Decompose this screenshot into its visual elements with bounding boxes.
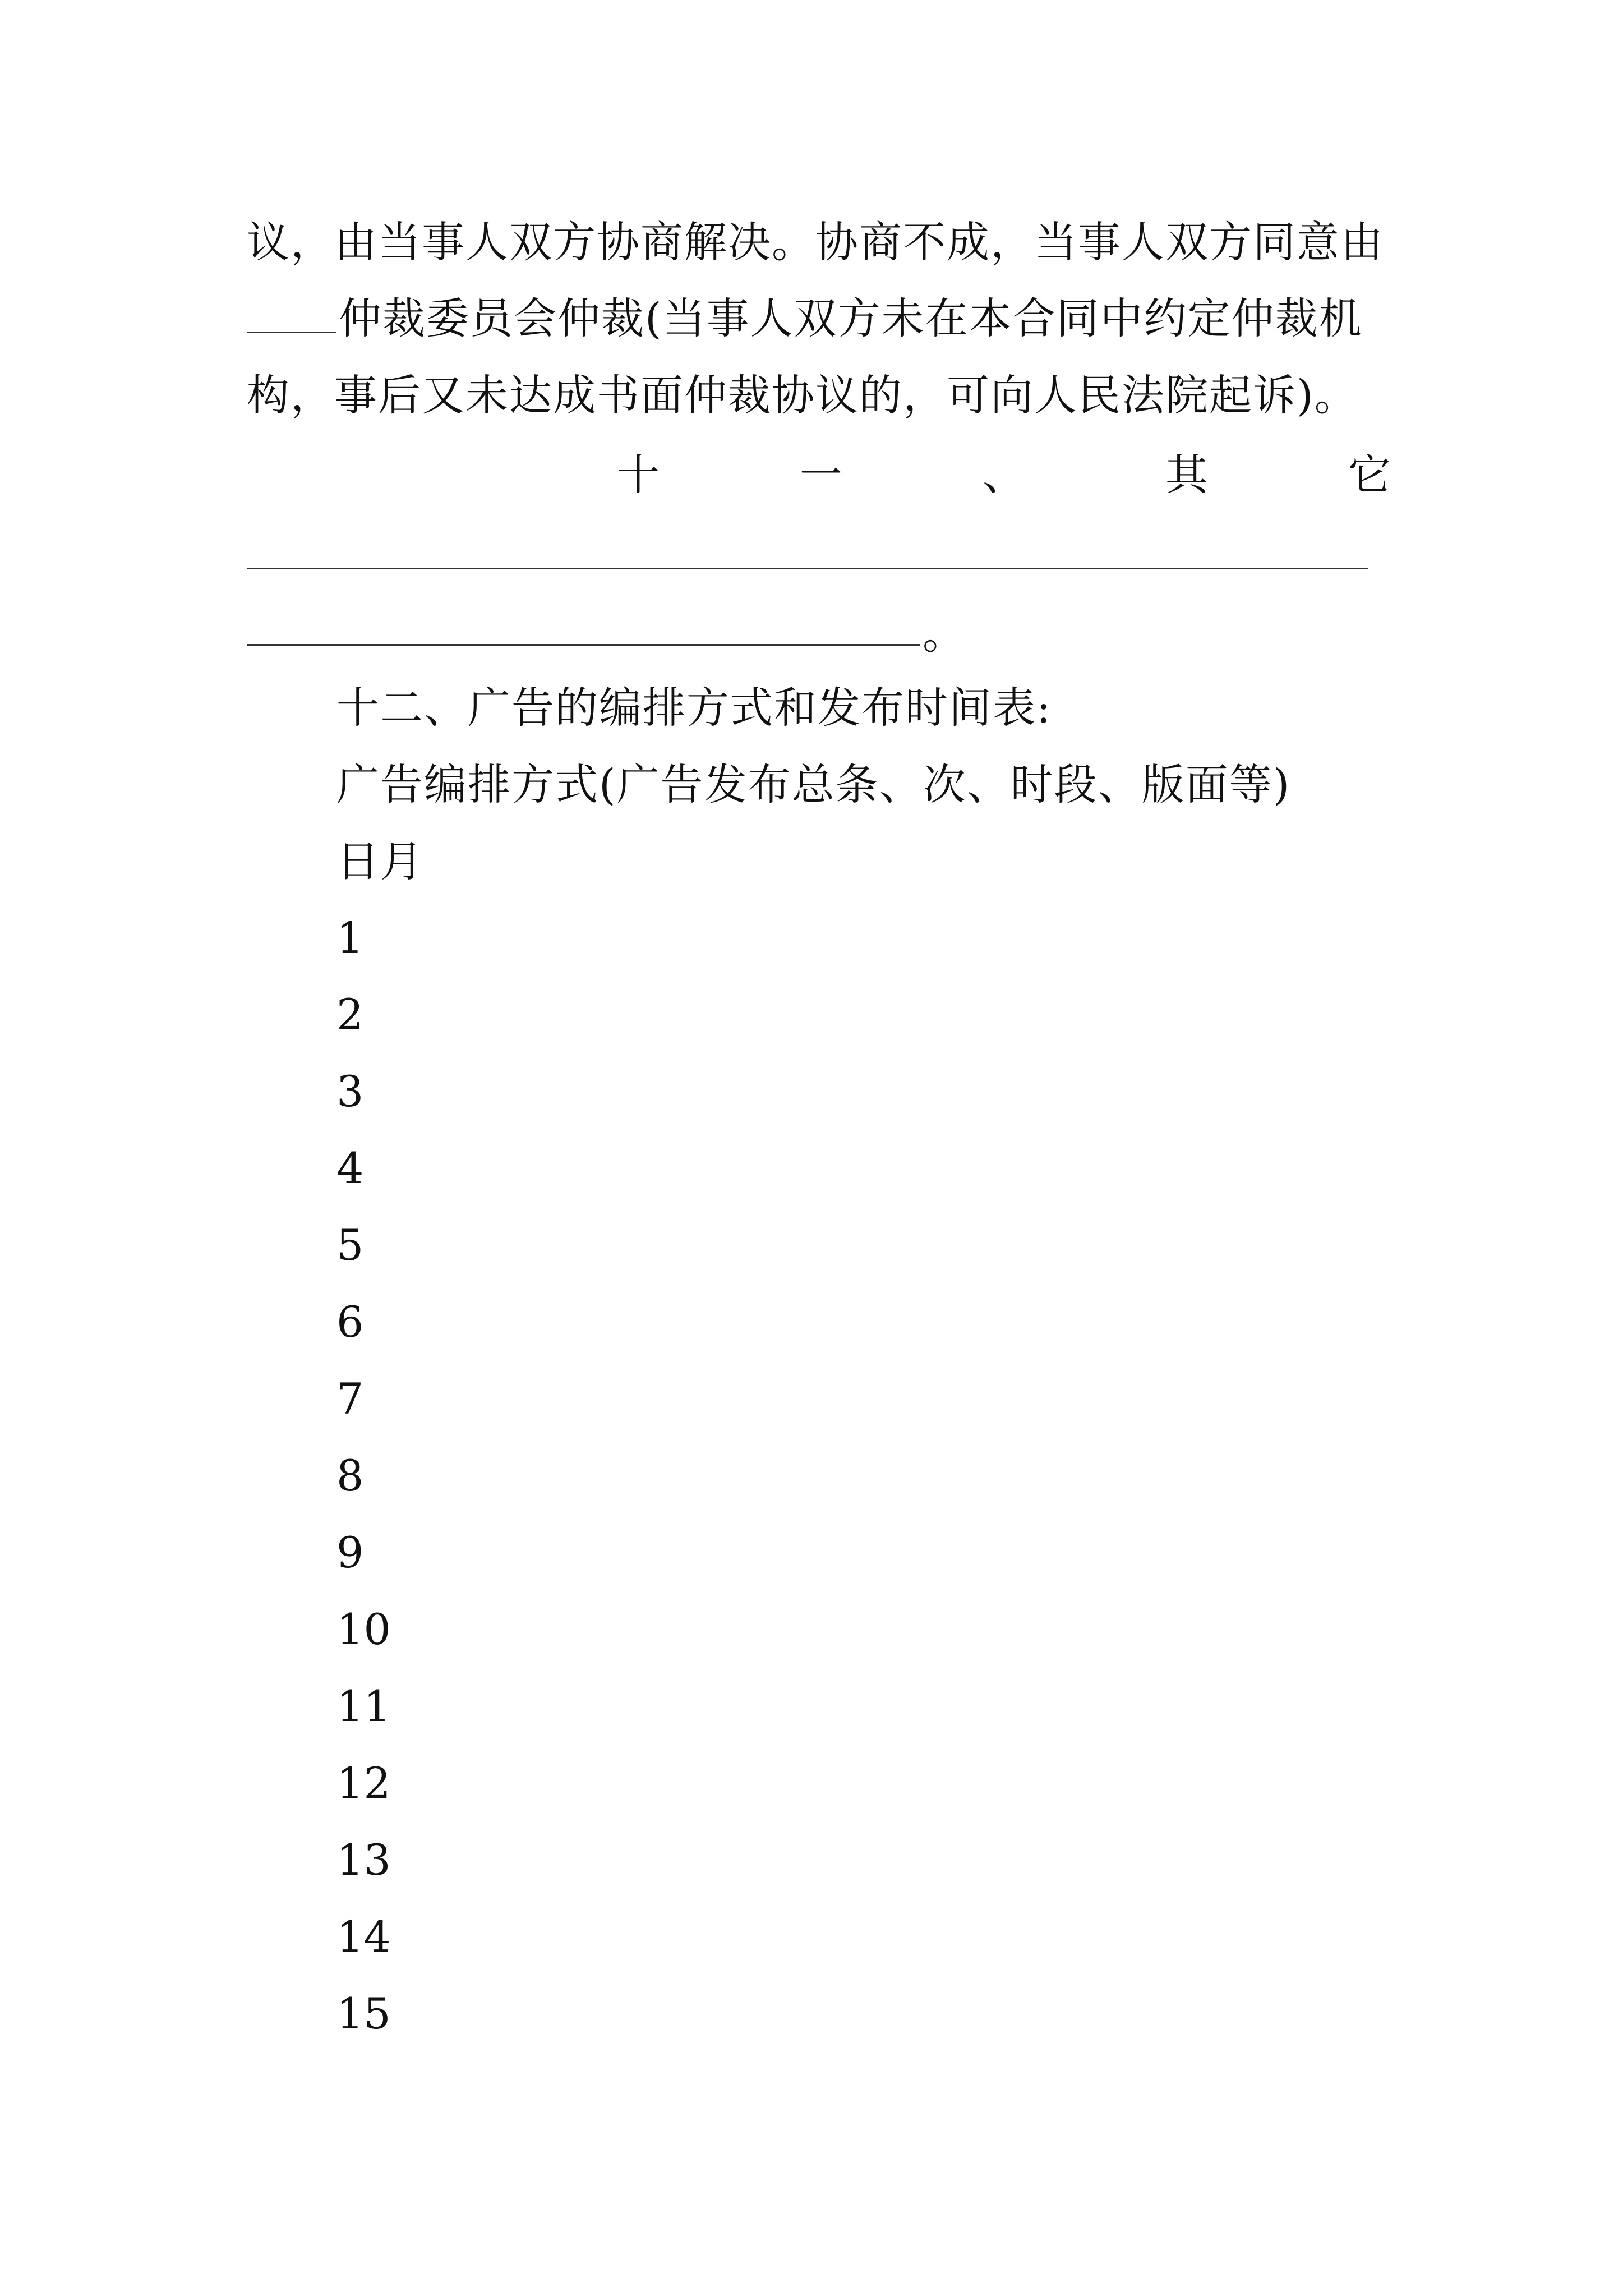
day-number: 15 [336, 1989, 391, 2039]
fill-in-rule-1 [247, 568, 1368, 569]
day-number: 2 [336, 990, 364, 1039]
day-number: 4 [336, 1143, 364, 1193]
section-11-end-mark: 。 [923, 609, 965, 659]
day-number: 11 [336, 1681, 391, 1731]
day-number: 5 [336, 1220, 364, 1270]
day-number: 6 [336, 1297, 364, 1347]
day-number: 9 [336, 1527, 364, 1577]
day-number: 13 [336, 1835, 391, 1885]
fill-in-rule-2 [247, 644, 920, 646]
section-11-char: 、 [983, 450, 1025, 500]
section-11-char: 其 [1165, 450, 1208, 500]
day-number: 3 [336, 1066, 364, 1116]
day-number: 8 [336, 1451, 364, 1501]
date-label: 日月 [336, 836, 424, 886]
day-number: 12 [336, 1758, 391, 1808]
clause-text-line-2-text: 仲裁委员会仲裁(当事人双方未在本合同中约定仲裁机 [339, 293, 1363, 343]
section-12-subheading: 广告编排方式(广告发布总条、次、时段、版面等) [336, 760, 1291, 809]
day-number: 14 [336, 1912, 391, 1962]
clause-text-line-3: 构，事后又未达成书面仲裁协议的，可向人民法院起诉)。 [247, 370, 1358, 420]
day-number: 1 [336, 913, 364, 963]
clause-text-line-2 [247, 291, 1363, 347]
clause-text-line-1: 议，由当事人双方协商解决。协商不成，当事人双方同意由 [247, 217, 1384, 267]
section-12-heading: 十二、广告的编排方式和发布时间表: [336, 683, 1052, 733]
section-11-char: 它 [1348, 450, 1391, 500]
section-11-char: 十 [617, 450, 660, 500]
day-number: 7 [336, 1374, 364, 1424]
arbitration-blank [247, 298, 336, 333]
section-11-heading [247, 447, 1391, 503]
day-number: 10 [336, 1604, 391, 1654]
section-11-char: 一 [800, 450, 842, 500]
